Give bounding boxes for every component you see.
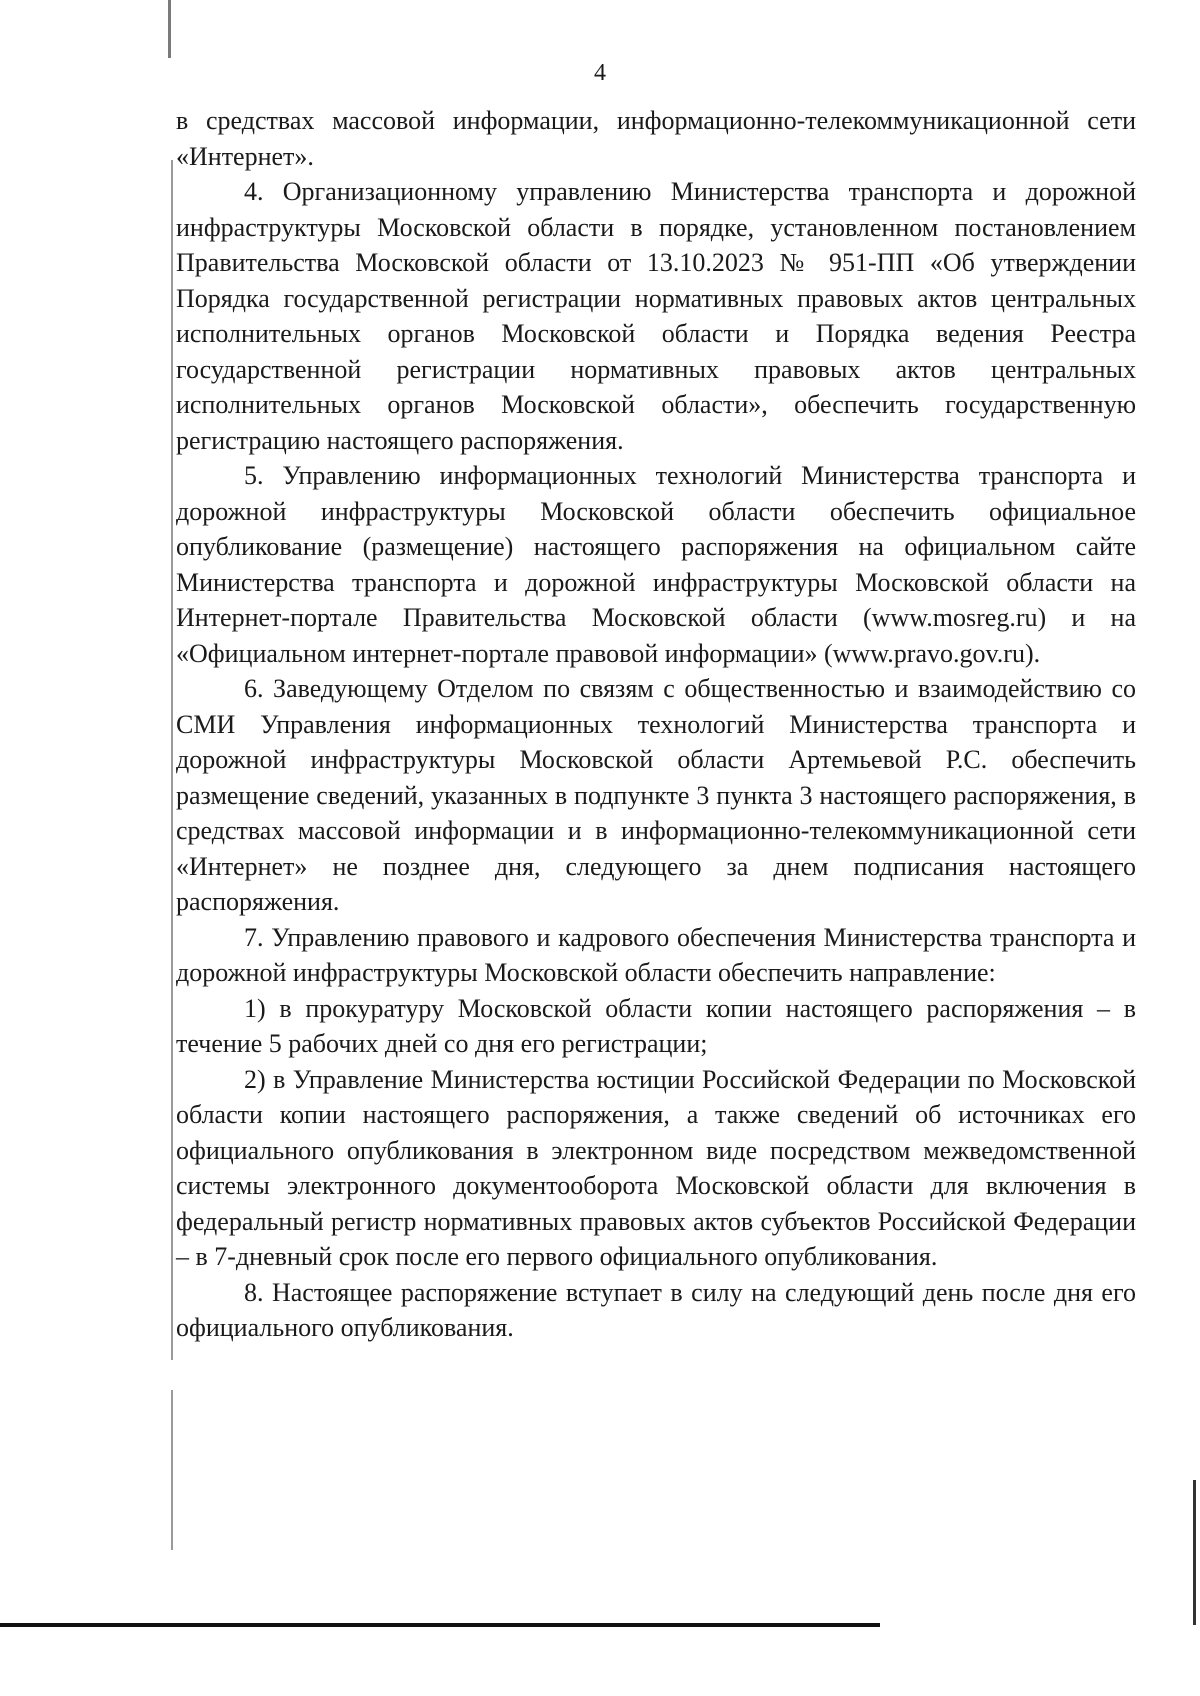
scan-artifact-bottom-line — [0, 1623, 880, 1627]
paragraph-item-4: 4. Организационному управлению Министерства транспорта и дорожной инфраструктуры Московской области в порядке, установленном постановлением Правительства Московской области от 13.10.2023 № 951-ПП «Об утверждении Порядка государственной регистрации нормативных правовых актов центральных исполнительных органов Московской области и Порядка ведения Реестра государственной регистрации нормативных правовых актов центральных исполнительных органов Московской области», обеспечить государственную регистрацию настоящего распоряжения. — [176, 177, 1136, 455]
paragraph-subitem-7-1: 1) в прокуратуру Московской области копии настоящего распоряжения – в течение 5 рабочих дней со дня его регистрации; — [176, 993, 1136, 1058]
paragraph-item-5: 5. Управлению информационных технологий Министерства транспорта и дорожной инфраструктуры Московской области обеспечить официальное опубликование (размещение) настоящего распоряжения на официальном сайте Министерства транспорта и дорожной инфраструктуры Московской области на Интернет-портале Правительства Московской области (www.mosreg.ru) и на «Официальном интернет-портале правовой информации» (www.pravo.gov.ru). — [176, 461, 1136, 668]
paragraph-continuation: в средствах массовой информации, информационно-телекоммуникационной сети «Интернет». — [176, 106, 1136, 171]
scan-artifact-left-margin — [171, 160, 173, 1360]
paragraph-item-8: 8. Настоящее распоряжение вступает в силу на следующий день после дня его официального опубликования. — [176, 1277, 1136, 1342]
document-body — [176, 103, 1136, 1346]
paragraph-item-6: 6. Заведующему Отделом по связям с общественностью и взаимодействию со СМИ Управления информационных технологий Министерства транспорта и дорожной инфраструктуры Московской области Артемьевой Р.С. обеспечить размещение сведений, указанных в подпункте 3 пункта 3 настоящего распоряжения, в средствах массовой информации и в информационно-телекоммуникационной сети «Интернет» не позднее дня, следующего за днем подписания настоящего распоряжения. — [176, 674, 1136, 916]
paragraph-item-7: 7. Управлению правового и кадрового обеспечения Министерства транспорта и дорожной инфраструктуры Московской области обеспечить направление: — [176, 922, 1136, 987]
scan-artifact-right-edge — [1193, 1480, 1196, 1625]
scan-artifact-left-margin-lower — [171, 1390, 173, 1550]
paragraph-subitem-7-2: 2) в Управление Министерства юстиции Российской Федерации по Московской области копии настоящего распоряжения, а также сведений об источниках его официального опубликования в электронном виде посредством межведомственной системы электронного документооборота Московской области для включения в федеральный регистр нормативных правовых актов субъектов Российской Федерации – в 7-дневный срок после его первого официального опубликования. — [176, 1064, 1136, 1271]
scan-artifact-top — [168, 0, 171, 58]
page-number: 4 — [594, 60, 606, 86]
